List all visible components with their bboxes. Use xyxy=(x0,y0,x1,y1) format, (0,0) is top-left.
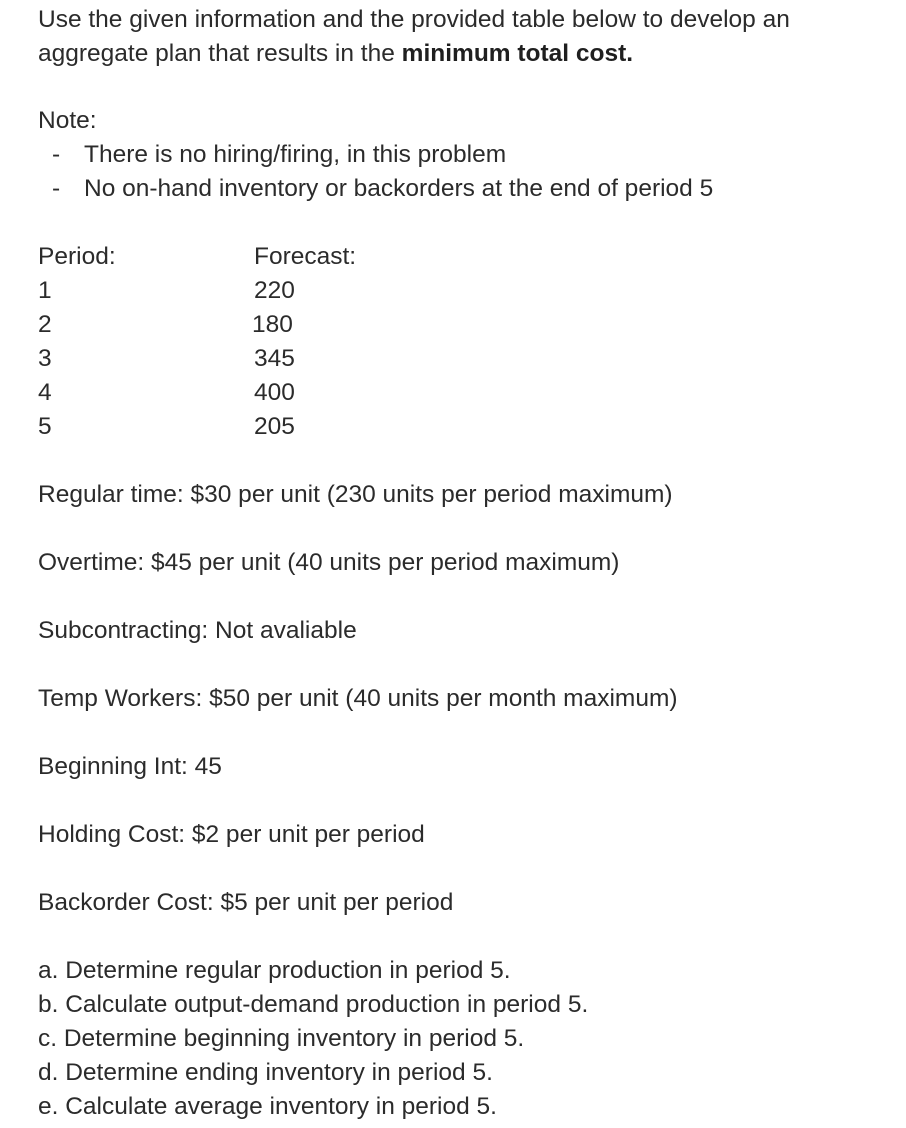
bullet-dash: - xyxy=(52,141,61,168)
intro-line-1: Use the given information and the provided table below to develop an xyxy=(38,6,790,33)
period-cell: 4 xyxy=(38,379,52,406)
holding-cost-line: Holding Cost: $2 per unit per period xyxy=(38,821,425,848)
period-cell: 3 xyxy=(38,345,52,372)
forecast-table xyxy=(38,240,538,444)
table-row xyxy=(38,308,538,342)
question-item: a. Determine regular production in period 5. xyxy=(38,957,511,984)
question-item: c. Determine beginning inventory in period 5. xyxy=(38,1025,525,1052)
note-bullet-text: No on-hand inventory or backorders at the end of period 5 xyxy=(84,175,714,202)
intro-emphasis: minimum total cost. xyxy=(401,40,634,67)
subcontracting-line: Subcontracting: Not avaliable xyxy=(38,617,357,644)
table-row xyxy=(38,410,538,444)
intro-line-2 xyxy=(38,37,790,71)
intro-paragraph xyxy=(38,3,790,71)
question-list xyxy=(38,954,588,1124)
forecast-cell: 180 xyxy=(252,311,293,338)
forecast-cell: 220 xyxy=(254,277,295,304)
period-header: Period: xyxy=(38,243,116,270)
note-bullet-list xyxy=(52,138,713,206)
period-cell: 1 xyxy=(38,277,52,304)
table-row xyxy=(38,274,538,308)
bullet-dash: - xyxy=(52,175,61,202)
note-bullet-text: There is no hiring/firing, in this problem xyxy=(84,141,507,168)
regular-time-line: Regular time: $30 per unit (230 units per period maximum) xyxy=(38,481,673,508)
question-item: e. Calculate average inventory in period 5. xyxy=(38,1093,497,1120)
question-item: d. Determine ending inventory in period 5. xyxy=(38,1059,493,1086)
table-header-row xyxy=(38,240,538,274)
intro-line-2-text: aggregate plan that results in the xyxy=(38,40,402,67)
temp-workers-line: Temp Workers: $50 per unit (40 units per month maximum) xyxy=(38,685,678,712)
forecast-cell: 205 xyxy=(254,413,295,440)
table-row xyxy=(38,376,538,410)
period-cell: 2 xyxy=(38,311,52,338)
forecast-cell: 400 xyxy=(254,379,295,406)
forecast-cell: 345 xyxy=(254,345,295,372)
note-label: Note: xyxy=(38,107,97,134)
overtime-line: Overtime: $45 per unit (40 units per period maximum) xyxy=(38,549,620,576)
note-bullet-item xyxy=(52,138,713,172)
period-cell: 5 xyxy=(38,413,52,440)
forecast-header: Forecast: xyxy=(254,243,357,270)
backorder-cost-line: Backorder Cost: $5 per unit per period xyxy=(38,889,454,916)
beginning-inventory-line: Beginning Int: 45 xyxy=(38,753,222,780)
note-bullet-item xyxy=(52,172,713,206)
table-row xyxy=(38,342,538,376)
question-item: b. Calculate output-demand production in period 5. xyxy=(38,991,589,1018)
